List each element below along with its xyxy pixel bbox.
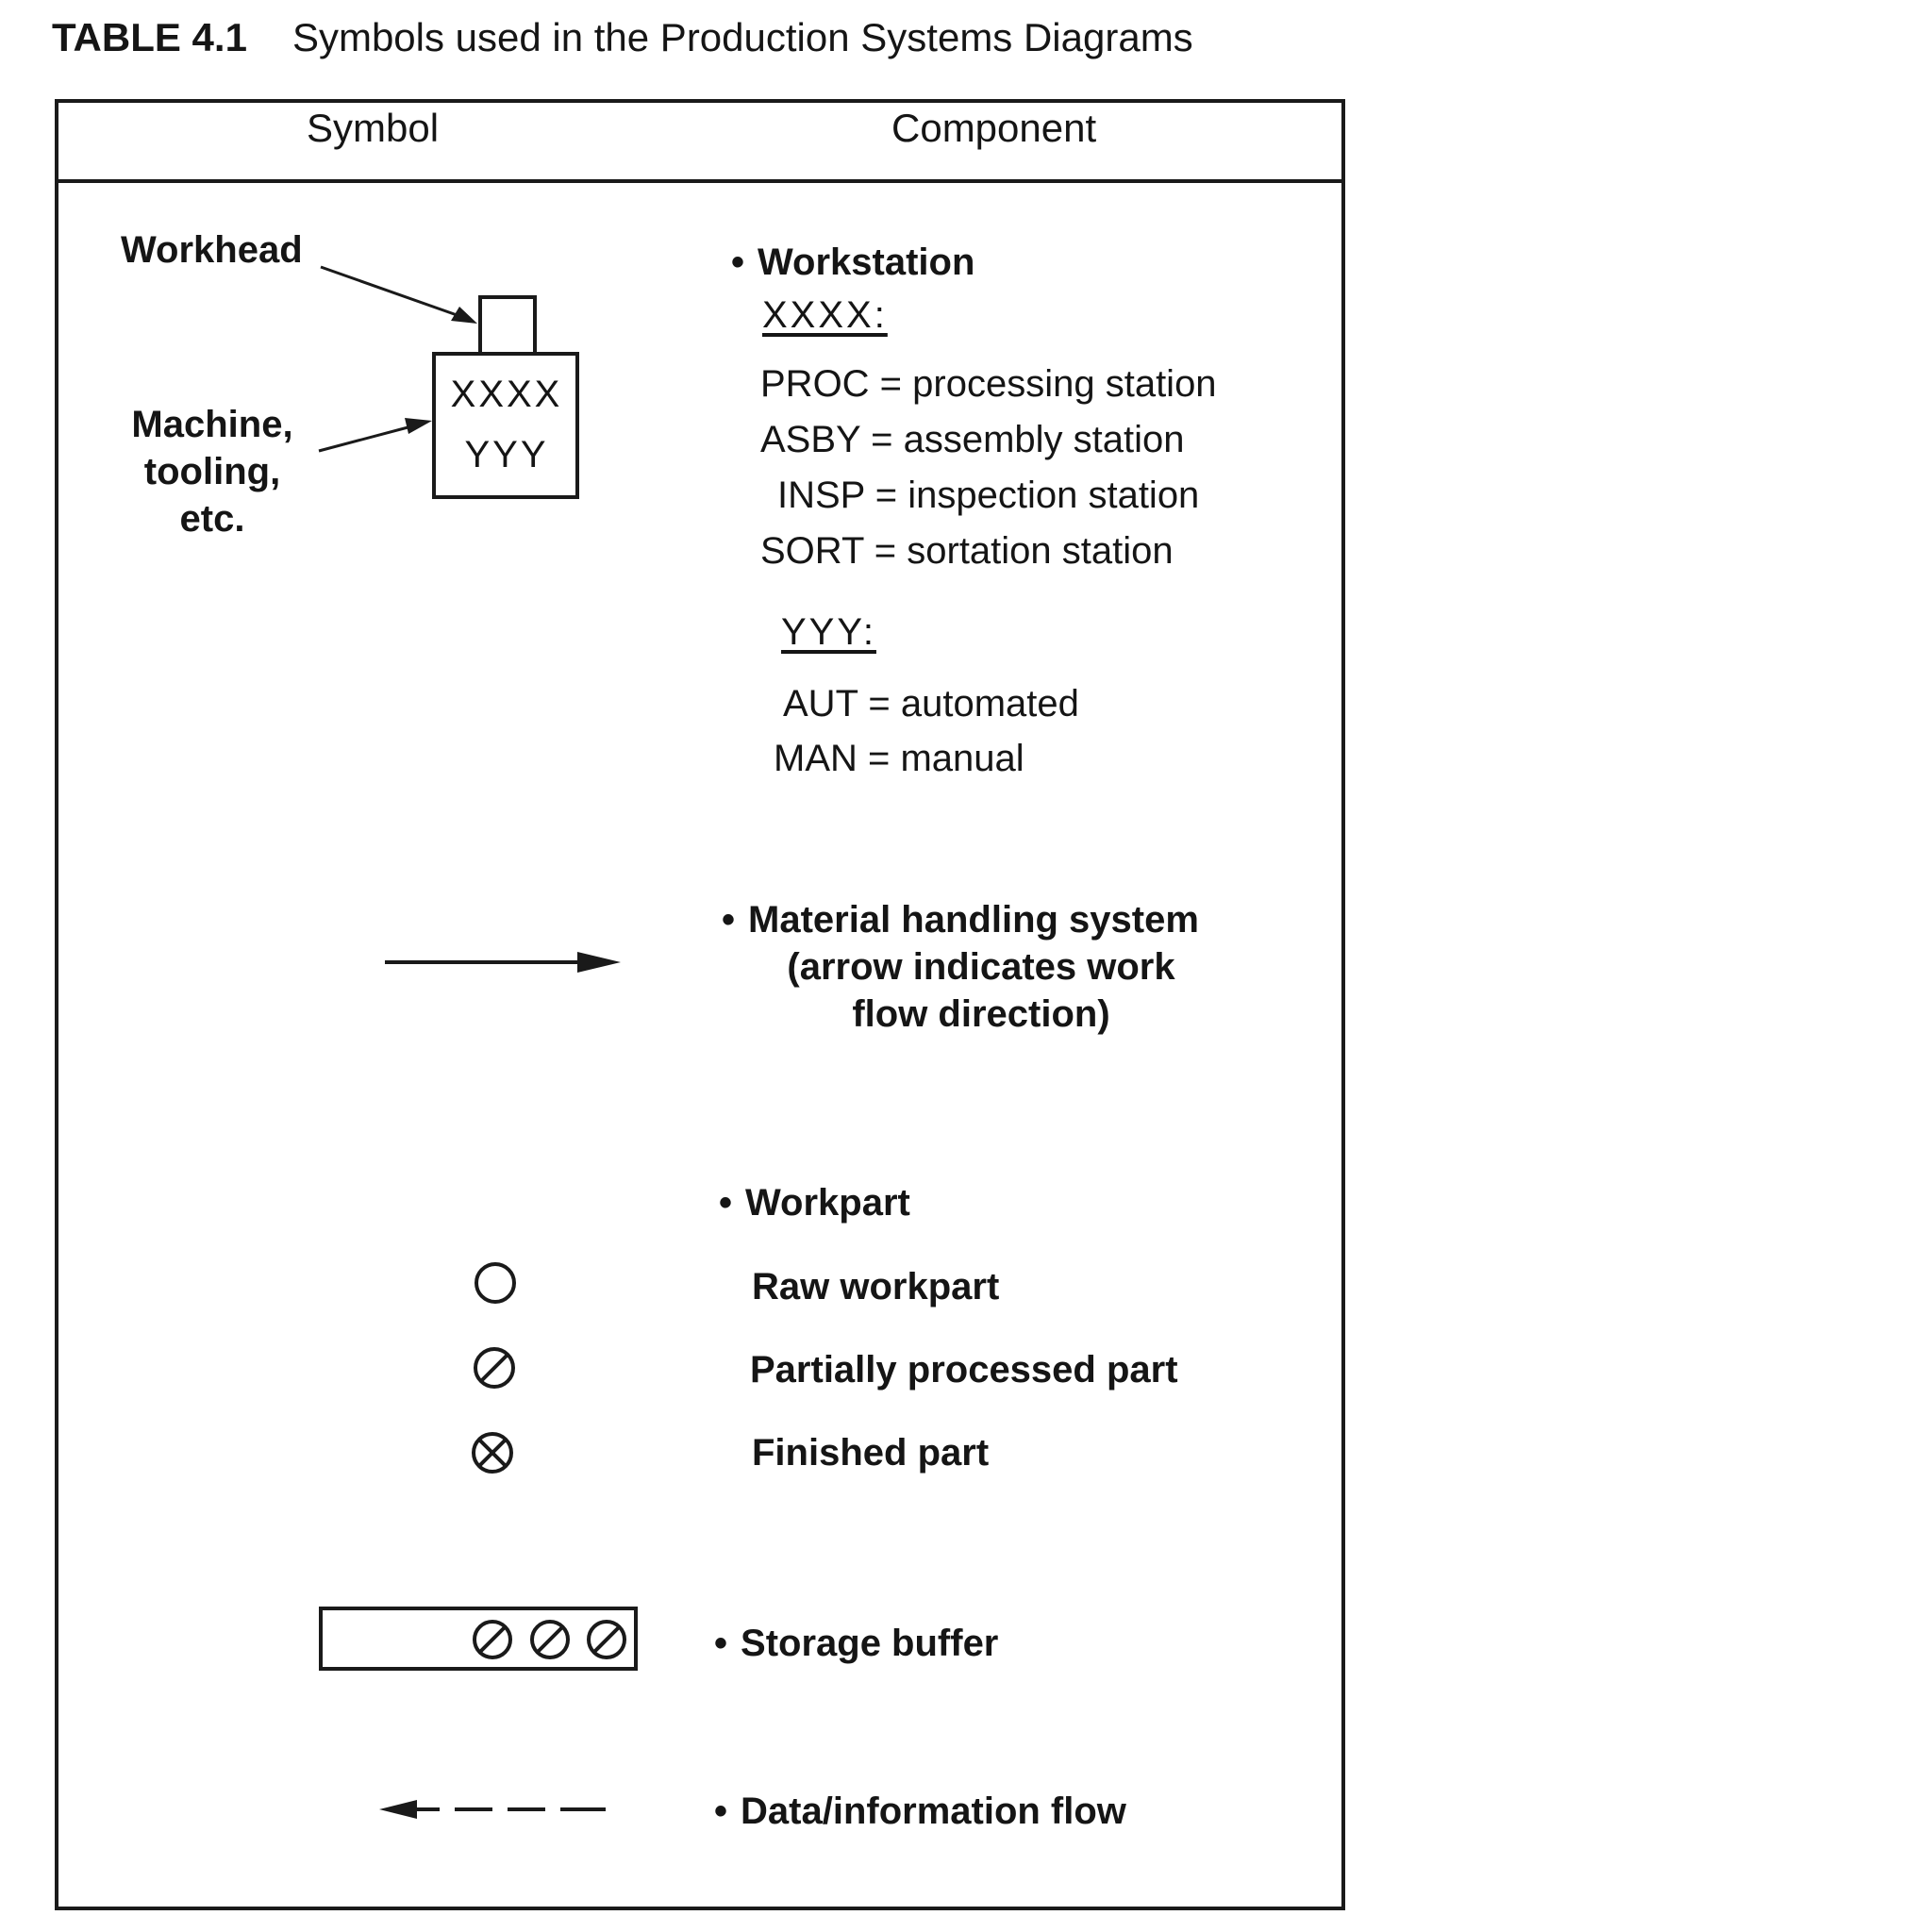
table-number: TABLE 4.1 (52, 15, 247, 59)
storage-buffer-label: • Storage buffer (714, 1623, 998, 1665)
workstation-title: • Workstation (731, 242, 974, 284)
data-flow-label: • Data/information flow (714, 1790, 1126, 1833)
finished-part-label: Finished part (752, 1432, 990, 1474)
header-component: Component (891, 106, 1097, 150)
workhead-label: Workhead (121, 229, 303, 271)
machine-label-line: tooling, (143, 451, 281, 492)
header-symbol: Symbol (307, 106, 440, 150)
raw-workpart-label: Raw workpart (752, 1266, 1000, 1307)
partially-processed-part-label: Partially processed part (750, 1349, 1178, 1391)
material-handling-note: (arrow indicates work (787, 946, 1175, 988)
table-title: Symbols used in the Production Systems Diagrams (291, 15, 1193, 59)
xxxx-code-item: INSP = inspection station (777, 475, 1200, 516)
workstation-box-code-yyy: YYY (464, 434, 549, 475)
machine-label-line: etc. (179, 498, 245, 540)
yyy-heading: YYY: (781, 611, 876, 653)
yyy-code-item: MAN = manual (774, 738, 1024, 779)
xxxx-heading: XXXX: (762, 294, 888, 336)
xxxx-code-item: SORT = sortation station (760, 530, 1174, 572)
yyy-code-item: AUT = automated (783, 683, 1079, 724)
workpart-title: • Workpart (719, 1182, 910, 1224)
xxxx-code-item: ASBY = assembly station (760, 419, 1185, 460)
material-handling-note: flow direction) (852, 993, 1110, 1035)
material-handling-title: • Material handling system (722, 899, 1199, 941)
machine-label-line: Machine, (131, 404, 293, 445)
workstation-box-code-xxxx: XXXX (450, 374, 563, 415)
xxxx-code-item: PROC = processing station (760, 363, 1217, 405)
